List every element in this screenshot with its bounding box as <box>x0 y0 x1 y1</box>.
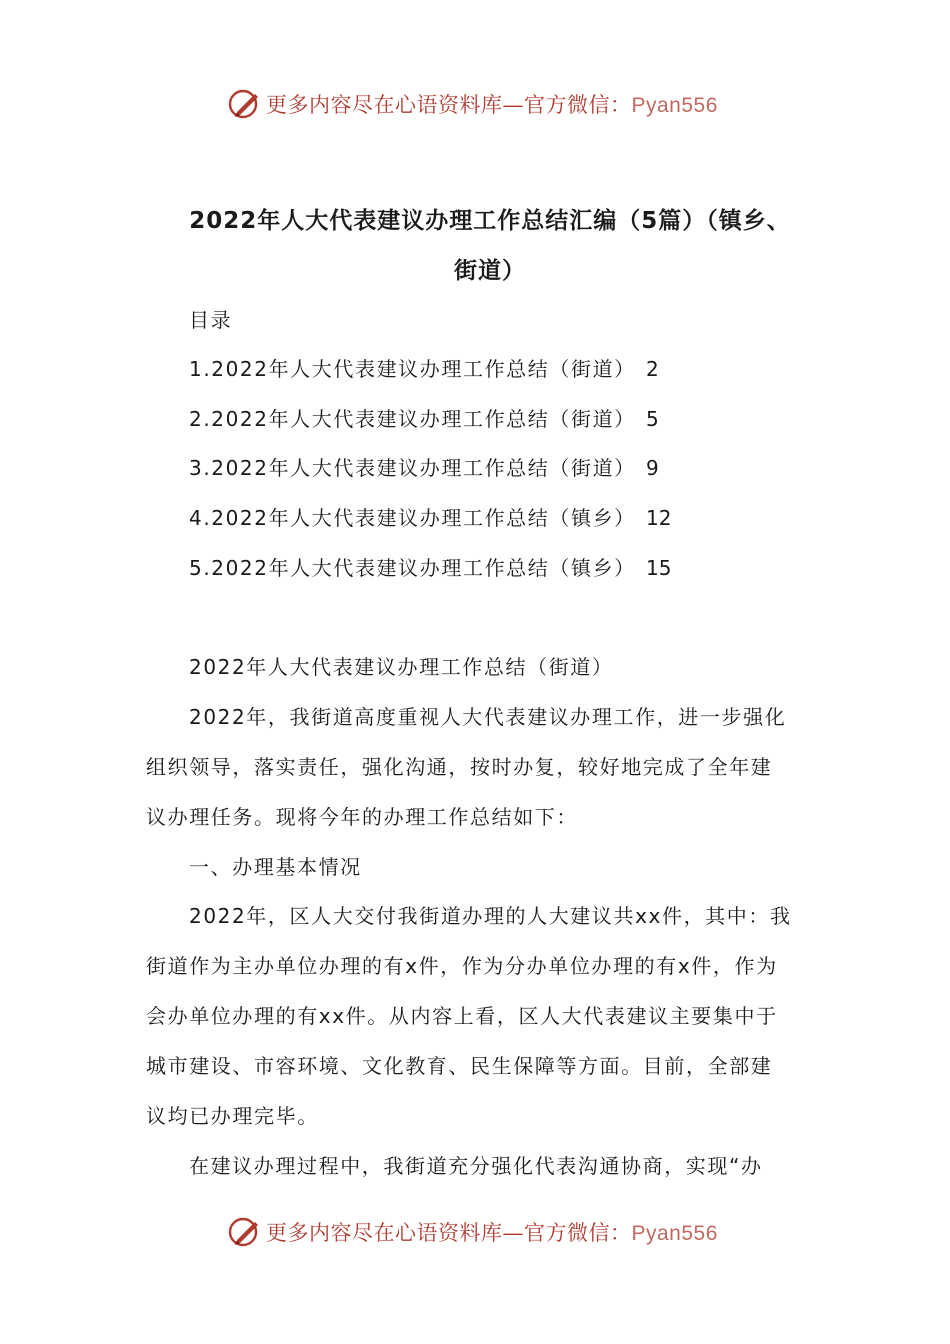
toc-page-5: 15 <box>646 556 672 580</box>
watermark-text: 更多内容尽在心语资料库—官方微信：Pyan556 <box>266 1221 718 1245</box>
title-line-2: 街道） <box>454 258 526 284</box>
toc-heading: 目录 <box>189 308 233 332</box>
watermark-text: 更多内容尽在心语资料库—官方微信：Pyan556 <box>266 93 718 117</box>
body-line: 街道作为主办单位办理的有x件，作为分办单位办理的有x件，作为 <box>146 954 778 978</box>
toc-entry-3[interactable]: 3.2022年人大代表建议办理工作总结（街道） <box>189 456 636 480</box>
toc-entry-2[interactable]: 2.2022年人大代表建议办理工作总结（街道） <box>189 407 636 431</box>
title-line-1: 2022年人大代表建议办理工作总结汇编（5篇）（镇乡、 <box>189 208 791 234</box>
toc-page-2: 5 <box>646 407 659 431</box>
body-line: 组织领导，落实责任，强化沟通，按时办复，较好地完成了全年建 <box>146 755 773 779</box>
watermark-banner-bottom <box>228 1212 718 1252</box>
section-heading: 一、办理基本情况 <box>189 855 362 879</box>
pen-logo-icon <box>228 1215 262 1249</box>
toc-page-1: 2 <box>646 357 659 381</box>
watermark-banner-top <box>228 84 718 124</box>
body-line: 在建议办理过程中，我街道充分强化代表沟通协商，实现“办 <box>189 1154 763 1178</box>
body-line: 议办理任务。现将今年的办理工作总结如下： <box>146 805 578 829</box>
body-line: 2022年，区人大交付我街道办理的人大建议共xx件，其中：我 <box>189 904 792 928</box>
section-title: 2022年人大代表建议办理工作总结（街道） <box>189 655 614 679</box>
toc-entry-4[interactable]: 4.2022年人大代表建议办理工作总结（镇乡） <box>189 506 636 530</box>
document-title <box>140 196 840 296</box>
body-line: 议均已办理完毕。 <box>146 1104 319 1128</box>
body-line: 2022年，我街道高度重视人大代表建议办理工作，进一步强化 <box>189 705 787 729</box>
body-line: 城市建设、市容环境、文化教育、民生保障等方面。目前，全部建 <box>146 1054 773 1078</box>
toc-entry-5[interactable]: 5.2022年人大代表建议办理工作总结（镇乡） <box>189 556 636 580</box>
pen-logo-icon <box>228 87 262 121</box>
toc-entry-1[interactable]: 1.2022年人大代表建议办理工作总结（街道） <box>189 357 636 381</box>
toc-page-3: 9 <box>646 456 659 480</box>
body-line: 会办单位办理的有xx件。从内容上看，区人大代表建议主要集中于 <box>146 1004 778 1028</box>
toc-page-4: 12 <box>646 506 672 530</box>
